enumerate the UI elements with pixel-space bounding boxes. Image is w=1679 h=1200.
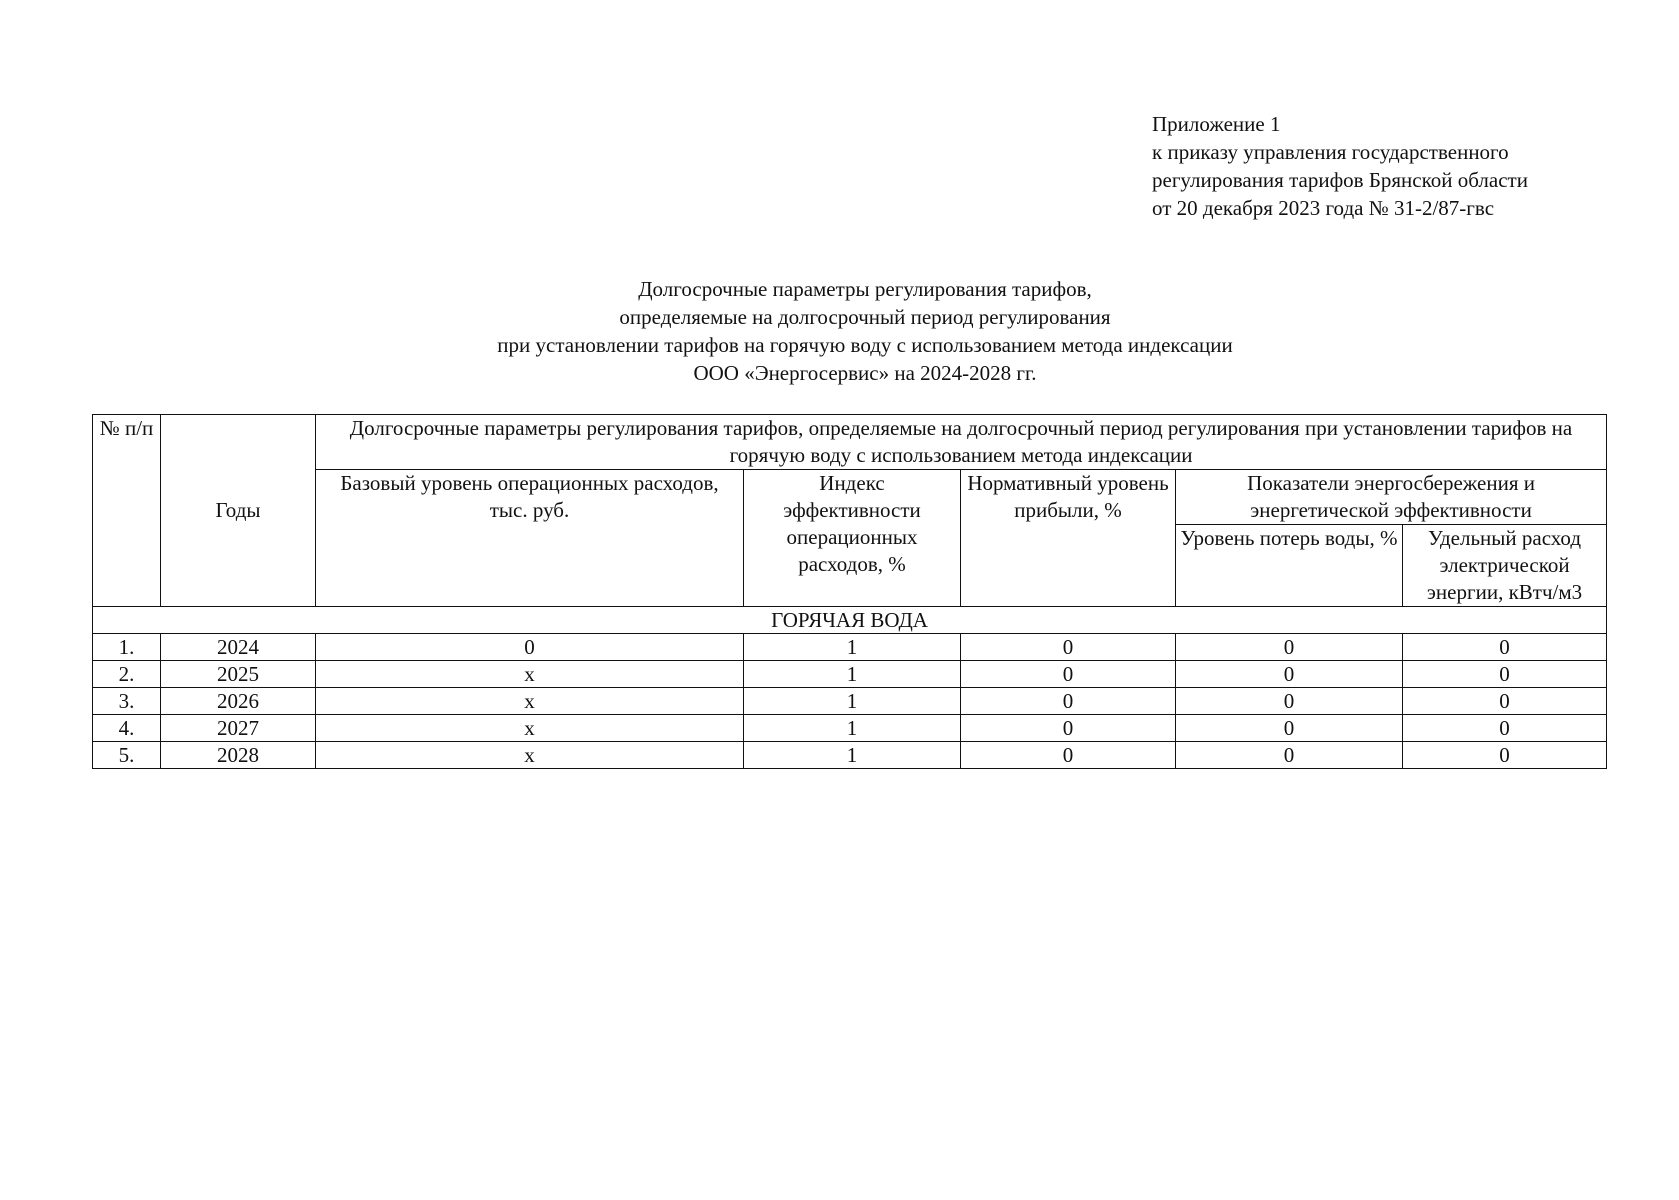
appendix-line: Приложение 1 (1152, 112, 1281, 136)
document-title (0, 275, 1679, 387)
cell-base: х (316, 688, 744, 715)
cell-loss: 0 (1176, 661, 1403, 688)
cell-loss: 0 (1176, 634, 1403, 661)
parameters-table (92, 414, 1607, 769)
cell-num: 5. (93, 742, 161, 769)
table-row (93, 688, 1607, 715)
title-line: при установлении тарифов на горячую воду с использованием метода индексации (497, 333, 1233, 357)
header-energy-group: Показатели энергосбережения и энергетической эффективности (1176, 470, 1607, 525)
cell-electricity: 0 (1403, 661, 1607, 688)
cell-electricity: 0 (1403, 688, 1607, 715)
cell-year: 2024 (161, 634, 316, 661)
cell-index: 1 (744, 715, 961, 742)
title-line: ООО «Энергосервис» на 2024-2028 гг. (693, 361, 1037, 385)
header-efficiency-index: Индекс эффективности операционных расходов, % (744, 470, 961, 607)
cell-num: 3. (93, 688, 161, 715)
appendix-line: регулирования тарифов Брянской области (1152, 168, 1528, 192)
cell-num: 1. (93, 634, 161, 661)
header-years: Годы (161, 415, 316, 607)
title-line: определяемые на долгосрочный период регулирования (619, 305, 1111, 329)
header-profit-level: Нормативный уровень прибыли, % (961, 470, 1176, 607)
header-base-level: Базовый уровень операционных расходов, тыс. руб. (316, 470, 744, 607)
cell-profit: 0 (961, 742, 1176, 769)
cell-year: 2027 (161, 715, 316, 742)
cell-num: 2. (93, 661, 161, 688)
header-electricity: Удельный расход электрической энергии, кВтч/м3 (1403, 525, 1607, 607)
title-line: Долгосрочные параметры регулирования тарифов, (638, 277, 1092, 301)
cell-year: 2025 (161, 661, 316, 688)
cell-loss: 0 (1176, 742, 1403, 769)
table-row (93, 634, 1607, 661)
cell-electricity: 0 (1403, 742, 1607, 769)
header-num: № п/п (93, 415, 161, 607)
cell-loss: 0 (1176, 688, 1403, 715)
cell-profit: 0 (961, 634, 1176, 661)
header-water-loss: Уровень потерь воды, % (1176, 525, 1403, 607)
appendix-line: от 20 декабря 2023 года № 31-2/87-гвс (1152, 196, 1495, 220)
cell-index: 1 (744, 661, 961, 688)
cell-profit: 0 (961, 688, 1176, 715)
cell-electricity: 0 (1403, 634, 1607, 661)
section-label: ГОРЯЧАЯ ВОДА (93, 607, 1607, 634)
cell-base: 0 (316, 634, 744, 661)
cell-num: 4. (93, 715, 161, 742)
appendix-block (1152, 110, 1528, 222)
cell-base: х (316, 742, 744, 769)
cell-electricity: 0 (1403, 715, 1607, 742)
cell-loss: 0 (1176, 715, 1403, 742)
cell-index: 1 (744, 688, 961, 715)
table-row (93, 715, 1607, 742)
table-row (93, 742, 1607, 769)
cell-base: х (316, 661, 744, 688)
appendix-line: к приказу управления государственного (1152, 140, 1509, 164)
cell-year: 2028 (161, 742, 316, 769)
cell-index: 1 (744, 634, 961, 661)
cell-base: х (316, 715, 744, 742)
cell-year: 2026 (161, 688, 316, 715)
cell-index: 1 (744, 742, 961, 769)
header-group: Долгосрочные параметры регулирования тарифов, определяемые на долгосрочный период регулирования при установлении тарифов на горячую воду с использованием метода индексации (316, 415, 1607, 470)
cell-profit: 0 (961, 661, 1176, 688)
table-row (93, 661, 1607, 688)
cell-profit: 0 (961, 715, 1176, 742)
